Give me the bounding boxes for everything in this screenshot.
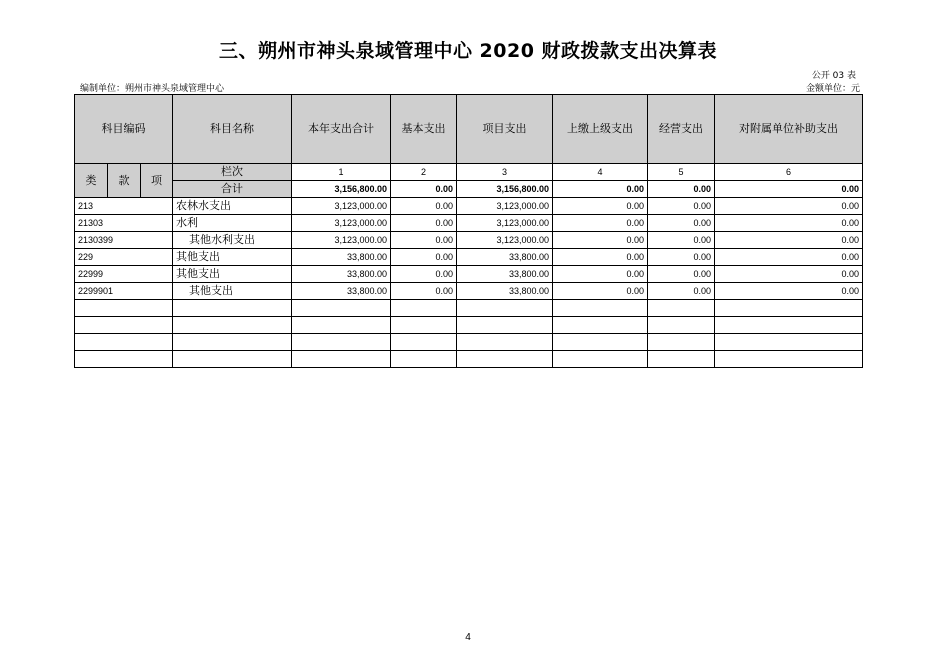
row-value: 3,123,000.00 <box>292 198 391 215</box>
row-value: 33,800.00 <box>292 249 391 266</box>
row-value: 0.00 <box>715 232 863 249</box>
row-value: 0.00 <box>715 283 863 300</box>
row-value: 0.00 <box>553 283 648 300</box>
row-value: 3,123,000.00 <box>457 232 553 249</box>
row-value: 0.00 <box>553 249 648 266</box>
row-name: 农林水支出 <box>173 198 292 215</box>
header-total: 本年支出合计 <box>292 95 391 164</box>
row-value: 0.00 <box>391 232 457 249</box>
amount-unit: 金额单位：元 <box>805 84 860 94</box>
row-value: 0.00 <box>391 283 457 300</box>
row-value: 3,123,000.00 <box>292 215 391 232</box>
compiling-unit: 编制单位：朔州市神头泉域管理中心 <box>80 84 225 94</box>
row-value: 33,800.00 <box>292 283 391 300</box>
table-row <box>75 232 863 249</box>
header-subsidy: 对附属单位补助支出 <box>715 95 863 164</box>
page-number: 4 <box>465 632 471 643</box>
header-code: 科目编码 <box>75 95 173 164</box>
row-code: 213 <box>75 198 173 215</box>
row-value: 3,123,000.00 <box>292 232 391 249</box>
row-value: 0.00 <box>553 232 648 249</box>
form-number: 公开 03 表 <box>811 71 856 81</box>
column-number: 1 <box>292 164 391 181</box>
row-value: 0.00 <box>648 283 715 300</box>
row-value: 0.00 <box>391 249 457 266</box>
row-value: 0.00 <box>648 266 715 283</box>
row-value: 3,123,000.00 <box>457 198 553 215</box>
row-value: 0.00 <box>391 266 457 283</box>
row-name: 水利 <box>173 215 292 232</box>
column-number: 5 <box>648 164 715 181</box>
meta-row <box>80 81 860 93</box>
total-value: 0.00 <box>648 181 715 198</box>
table-row <box>75 283 863 300</box>
table-row <box>75 266 863 283</box>
sub-header-lei: 类 <box>75 164 108 198</box>
total-value: 0.00 <box>391 181 457 198</box>
empty-row <box>75 334 863 351</box>
row-name: 其他支出 <box>173 249 292 266</box>
row-value: 0.00 <box>715 215 863 232</box>
header-basic: 基本支出 <box>391 95 457 164</box>
empty-row <box>75 300 863 317</box>
expenditure-table <box>74 94 863 368</box>
table-row <box>75 198 863 215</box>
total-row <box>75 181 863 198</box>
row-name: 其他水利支出 <box>173 232 292 249</box>
row-value: 33,800.00 <box>292 266 391 283</box>
row-code: 2130399 <box>75 232 173 249</box>
header-row <box>75 95 863 164</box>
header-name: 科目名称 <box>173 95 292 164</box>
row-name: 其他支出 <box>173 266 292 283</box>
total-value: 0.00 <box>715 181 863 198</box>
empty-row <box>75 317 863 334</box>
header-project: 项目支出 <box>457 95 553 164</box>
column-number: 2 <box>391 164 457 181</box>
page-title: 三、朔州市神头泉域管理中心 2020 财政拨款支出决算表 <box>218 40 718 62</box>
column-number-row <box>75 164 863 181</box>
row-name: 其他支出 <box>173 283 292 300</box>
row-value: 33,800.00 <box>457 283 553 300</box>
row-value: 0.00 <box>553 198 648 215</box>
column-number: 4 <box>553 164 648 181</box>
row-value: 0.00 <box>648 198 715 215</box>
row-code: 22999 <box>75 266 173 283</box>
header-business: 经营支出 <box>648 95 715 164</box>
row-value: 0.00 <box>553 266 648 283</box>
row-code: 2299901 <box>75 283 173 300</box>
total-value: 0.00 <box>553 181 648 198</box>
column-number: 3 <box>457 164 553 181</box>
sub-header-xiang: 项 <box>141 164 173 198</box>
row-value: 33,800.00 <box>457 249 553 266</box>
row-value: 0.00 <box>553 215 648 232</box>
row-code: 21303 <box>75 215 173 232</box>
sub-header-lanci: 栏次 <box>173 164 292 181</box>
total-value: 3,156,800.00 <box>292 181 391 198</box>
row-value: 0.00 <box>715 249 863 266</box>
row-value: 0.00 <box>648 232 715 249</box>
sub-header-kuan: 款 <box>108 164 141 198</box>
header-upper: 上缴上级支出 <box>553 95 648 164</box>
row-value: 3,123,000.00 <box>457 215 553 232</box>
row-value: 0.00 <box>391 215 457 232</box>
column-number: 6 <box>715 164 863 181</box>
row-value: 33,800.00 <box>457 266 553 283</box>
row-value: 0.00 <box>715 198 863 215</box>
total-value: 3,156,800.00 <box>457 181 553 198</box>
empty-row <box>75 351 863 368</box>
row-value: 0.00 <box>391 198 457 215</box>
row-code: 229 <box>75 249 173 266</box>
row-value: 0.00 <box>715 266 863 283</box>
total-label: 合计 <box>173 181 292 198</box>
row-value: 0.00 <box>648 215 715 232</box>
table-row <box>75 249 863 266</box>
table-row <box>75 215 863 232</box>
row-value: 0.00 <box>648 249 715 266</box>
